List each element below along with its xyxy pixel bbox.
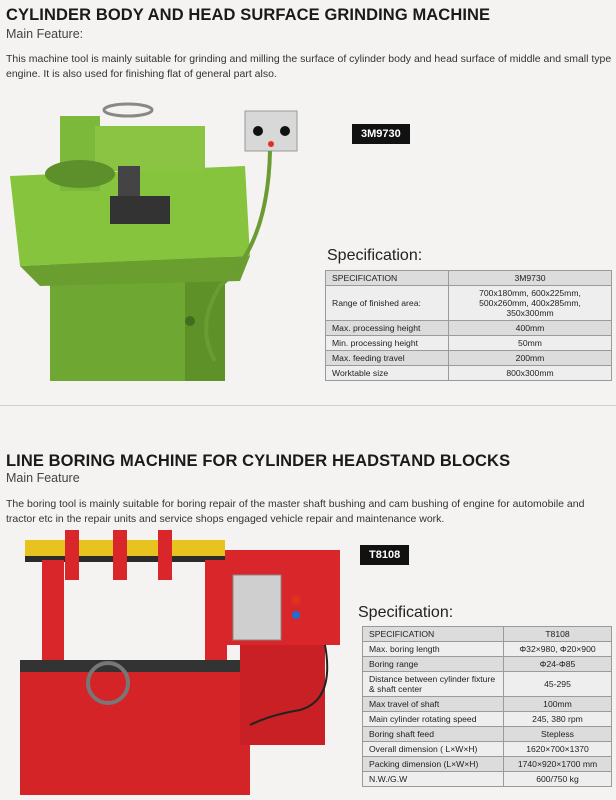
table-row: Max travel of shaft 100mm (363, 697, 612, 712)
table-row: Main cylinder rotating speed 245, 380 rpm (363, 712, 612, 727)
section2-model-badge: T8108 (360, 545, 409, 565)
table-row: Distance between cylinder fixture & shaft center 45-295 (363, 672, 612, 697)
grinding-machine-image (0, 96, 340, 386)
table-row: Max. processing height 400mm (326, 321, 612, 336)
section2-spec-title: Specification: (358, 604, 454, 621)
table-row: Packing dimension (L×W×H) 1740×920×1700 mm (363, 757, 612, 772)
section1-model-badge: 3M9730 (352, 124, 410, 144)
section2-description: The boring tool is mainly suitable for boring repair of the master shaft bushing and cam bushing of engine for automobile and tractor etc in the repair units and service shops engaged vehicle repair and maintenance work. (6, 498, 585, 525)
section1-title: CYLINDER BODY AND HEAD SURFACE GRINDING MACHINE (6, 6, 491, 24)
table-row: N.W./G.W 600/750 kg (363, 772, 612, 787)
section-divider (0, 405, 616, 406)
line-boring-machine-image (0, 520, 345, 800)
table-row: Boring range Φ24-Φ85 (363, 657, 612, 672)
section2-subheading: Main Feature (6, 471, 80, 485)
section2-title: LINE BORING MACHINE FOR CYLINDER HEADSTAND BLOCKS (6, 452, 511, 470)
table-row: Overall dimension ( L×W×H) 1620×700×1370 (363, 742, 612, 757)
section1-spec-title: Specification: (327, 247, 423, 264)
table-row: SPECIFICATION 3M9730 (326, 271, 612, 286)
table-row: Min. processing height 50mm (326, 336, 612, 351)
table-row: Boring shaft feed Stepless (363, 727, 612, 742)
section2-spec-table (362, 626, 612, 787)
table-row: SPECIFICATION T8108 (363, 627, 612, 642)
table-row: Max. boring length Φ32×980, Φ20×900 (363, 642, 612, 657)
section1-subheading: Main Feature: (6, 27, 84, 41)
table-row: Worktable size 800x300mm (326, 366, 612, 381)
table-row: Range of finished area: 700x180mm, 600x225mm, 500x260mm, 400x285mm, 350x300mm (326, 286, 612, 321)
section1-description: This machine tool is mainly suitable for grinding and milling the surface of cylinder body and head surface of middle and small type engine. It is also used for finishing flat of general part also. (6, 53, 612, 80)
table-row: Max. feeding travel 200mm (326, 351, 612, 366)
section1-spec-table (325, 270, 612, 381)
